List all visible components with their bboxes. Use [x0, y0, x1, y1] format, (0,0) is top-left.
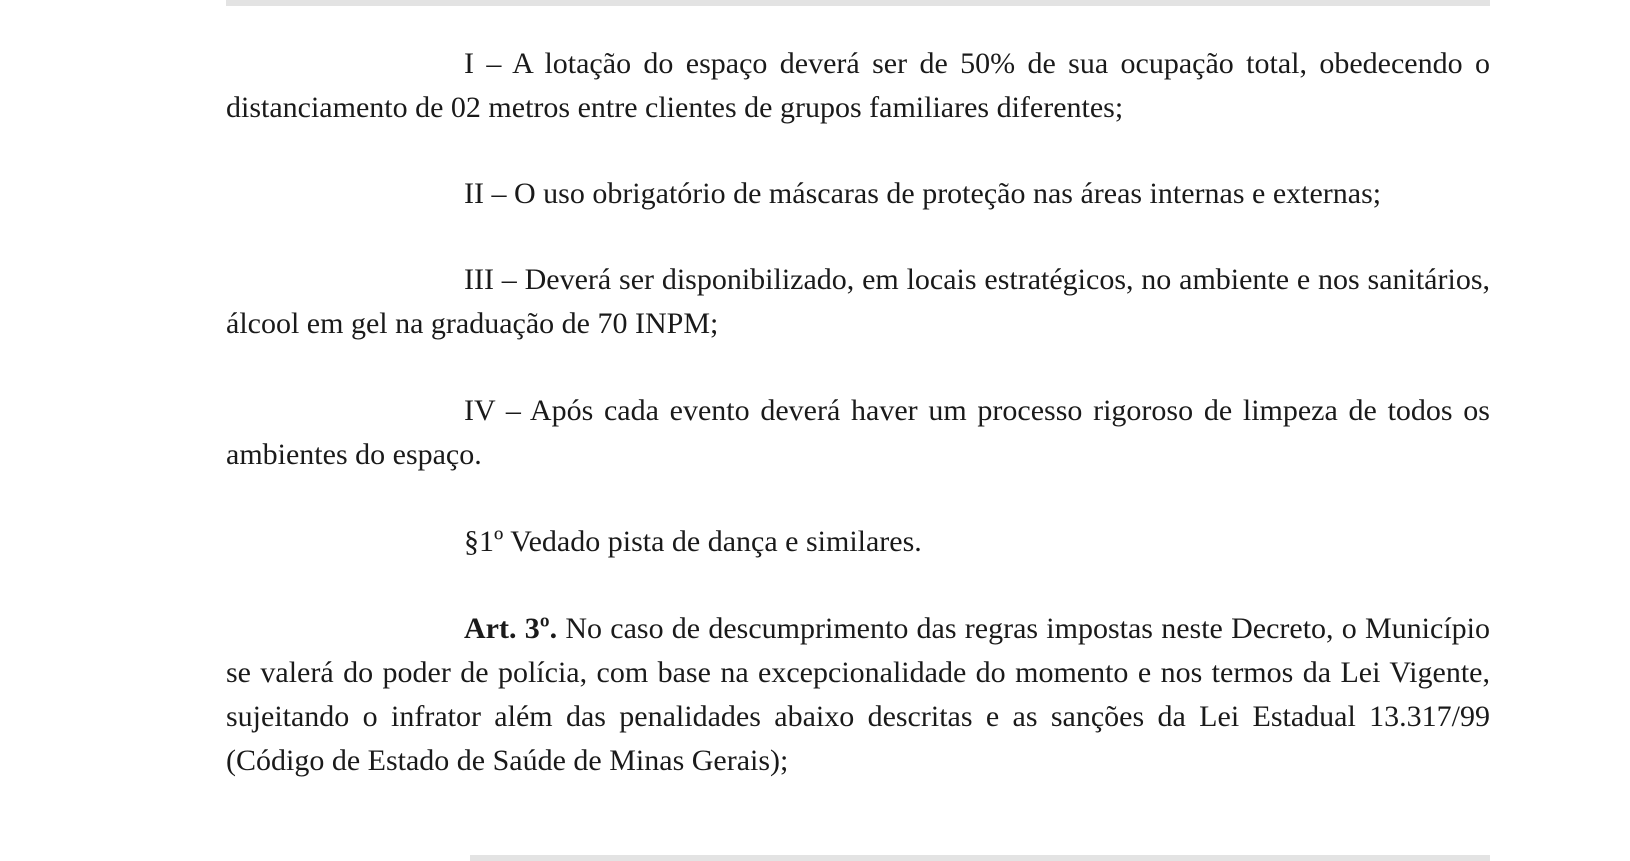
article-3 [226, 607, 1490, 783]
paragraph-item-iii: III – Deverá ser disponibilizado, em locais estratégicos, no ambiente e nos sanitários, álcool em gel na graduação de 70 INPM; [226, 263, 1490, 340]
paragraph-item-i: I – A lotação do espaço deverá ser de 50% de sua ocupação total, obedecendo o distanciamento de 02 metros entre clientes de grupos familiares diferentes; [226, 47, 1490, 124]
article-3-label: Art. 3º. [464, 612, 558, 645]
paragraph-item-iv: IV – Após cada evento deverá haver um processo rigoroso de limpeza de todos os ambientes do espaço. [226, 394, 1490, 471]
cut-off-text-line-bottom [470, 855, 1490, 861]
paragraph-section-1: §1º Vedado pista de dança e similares. [464, 525, 922, 558]
article-3-text: No caso de descumprimento das regras impostas neste Decreto, o Município se valerá do poder de polícia, com base na excepcionalidade do momento e nos termos da Lei Vigente, sujeitando o infrator além das penalidades abaixo descritas e as sanções da Lei Estadual 13.317/99 (Código de Estado de Saúde de Minas Gerais); [226, 612, 1491, 777]
paragraph-item-ii: II – O uso obrigatório de máscaras de proteção nas áreas internas e externas; [464, 177, 1382, 210]
cut-off-text-line-top [226, 0, 1490, 6]
